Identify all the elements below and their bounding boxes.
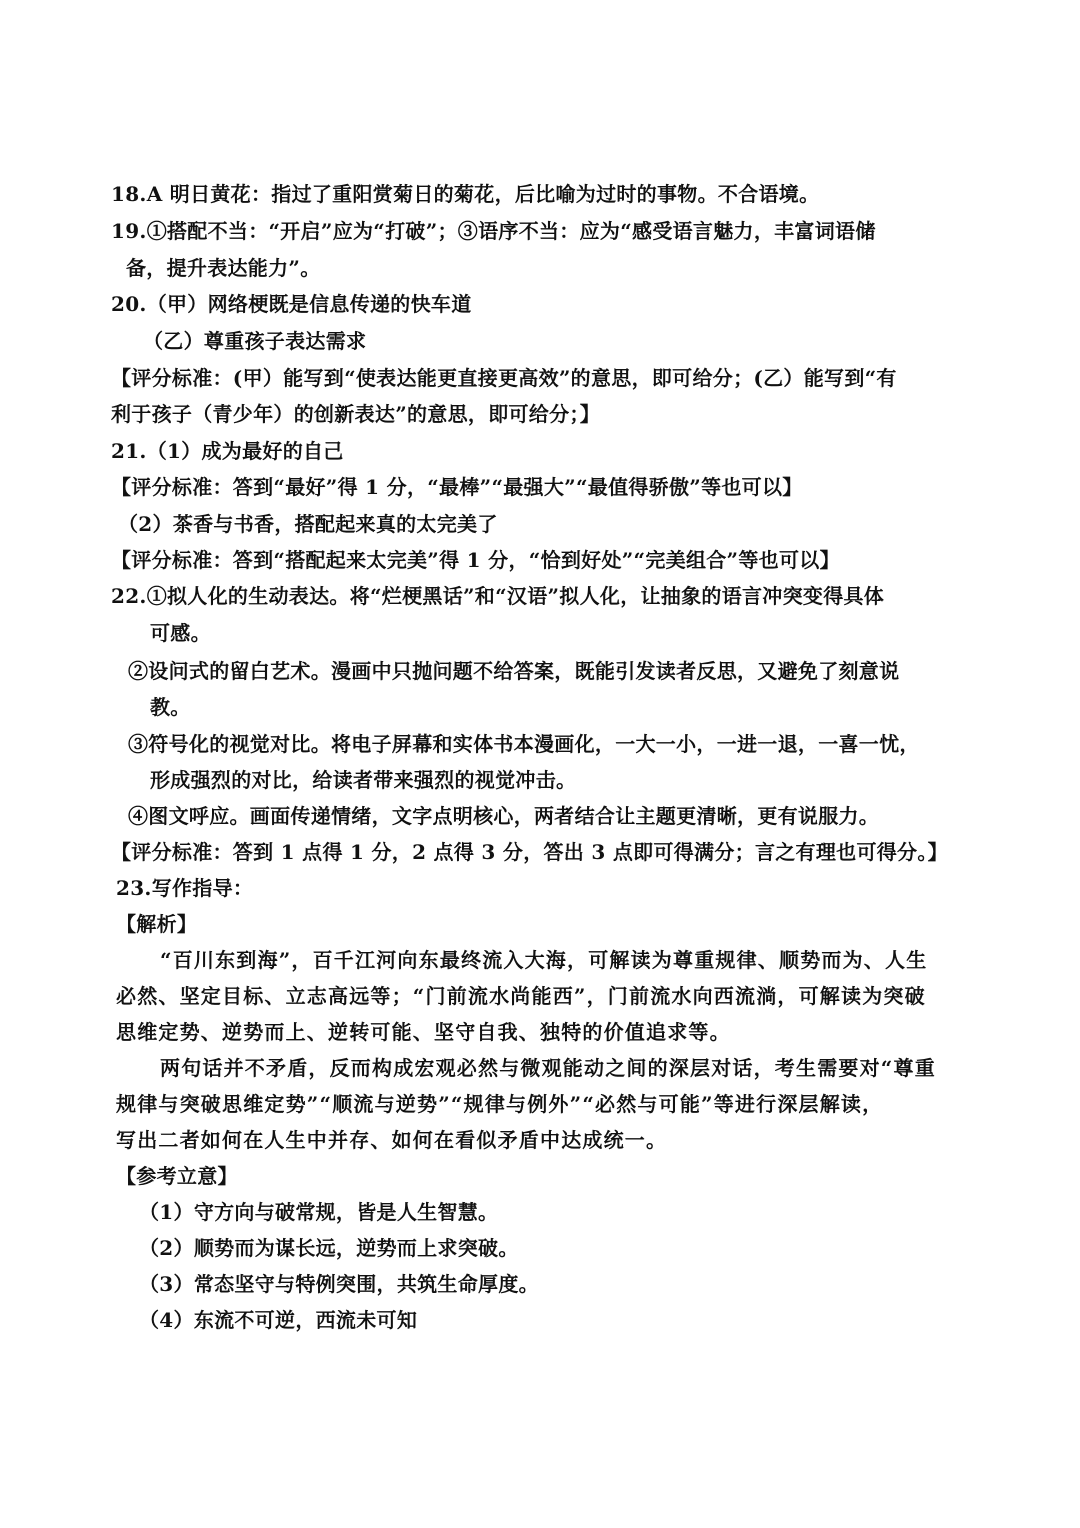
q22-point2-line1: ②设问式的留白艺术。漫画中只抛问题不给答案，既能引发读者反思，又避免了刻意说 — [128, 659, 900, 683]
q21-criteria1: 【评分标准：答到“最好”得 1 分，“最棒”“最强大”“最值得骄傲”等也可以】 — [111, 475, 803, 499]
q23-idea-3: （3）常态坚守与特例突围，共筑生命厚度。 — [139, 1272, 539, 1296]
q23-para1-line1: “百川东到海”，百千江河向东最终流入大海，可解读为尊重规律、顺势而为、人生 — [160, 948, 928, 972]
q23-para2-line2: 规律与突破思维定势”“顺流与逆势”“规律与例外”“必然与可能”等进行深层解读， — [116, 1092, 884, 1116]
q23-analysis-heading: 【解析】 — [116, 912, 198, 936]
q21-answer-part2: （2）茶香与书香，搭配起来真的太完美了 — [118, 512, 498, 536]
q21-criteria2: 【评分标准：答到“搭配起来太完美”得 1 分，“恰到好处”“完美组合”等也可以】 — [111, 548, 840, 572]
q22-point3-line1: ③符号化的视觉对比。将电子屏幕和实体书本漫画化，一大一小，一进一退，一喜一忧， — [128, 732, 920, 756]
q19-answer-line2: 备，提升表达能力”。 — [126, 256, 321, 280]
q23-para2-line1: 两句话并不矛盾，反而构成宏观必然与微观能动之间的深层对话，考生需要对“尊重 — [160, 1056, 936, 1080]
q23-idea-2: （2）顺势而为谋长远，逆势而上求突破。 — [139, 1236, 519, 1260]
q22-point1-line2: 可感。 — [150, 621, 211, 645]
q19-answer-line1: 19.①搭配不当：“开启”应为“打破”；③语序不当：应为“感受语言魅力，丰富词语储 — [111, 219, 876, 243]
q22-point1-line1: 22.①拟人化的生动表达。将“烂梗黑话”和“汉语”拟人化，让抽象的语言冲突变得具体 — [111, 584, 885, 608]
q23-idea-1: （1）守方向与破常规，皆是人生智慧。 — [139, 1200, 499, 1224]
q22-criteria: 【评分标准：答到 1 点得 1 分，2 点得 3 分，答出 3 点即可得满分；言之有理也可得分。】 — [111, 840, 948, 864]
q22-point3-line2: 形成强烈的对比，给读者带来强烈的视觉冲击。 — [150, 768, 577, 792]
q21-answer-part1: 21.（1）成为最好的自己 — [111, 439, 344, 463]
q23-para1-line2: 必然、坚定目标、立志高远等；“门前流水尚能西”，门前流水向西流淌，可解读为突破 — [116, 984, 926, 1008]
q20-criteria-line1: 【评分标准：(甲）能写到“使表达能更直接更高效”的意思，即可给分；(乙）能写到“有 — [111, 366, 897, 390]
q23-idea-4: （4）东流不可逆，西流未可知 — [139, 1308, 418, 1332]
q18-answer: 18.A 明日黄花：指过了重阳赏菊日的菊花，后比喻为过时的事物。不合语境。 — [111, 182, 820, 206]
q20-criteria-line2: 利于孩子（青少年）的创新表达”的意思，即可给分；】 — [111, 402, 601, 426]
q20-answer-yi: （乙）尊重孩子表达需求 — [143, 329, 367, 353]
q23-title: 23.写作指导： — [116, 876, 254, 900]
q20-answer-jia: 20.（甲）网络梗既是信息传递的快车道 — [111, 292, 472, 316]
q22-point4: ④图文呼应。画面传递情绪，文字点明核心，两者结合让主题更清晰，更有说服力。 — [128, 804, 880, 828]
q23-reference-heading: 【参考立意】 — [116, 1164, 238, 1188]
q22-point2-line2: 教。 — [150, 695, 191, 719]
q23-para2-line3: 写出二者如何在人生中并存、如何在看似矛盾中达成统一。 — [116, 1128, 668, 1152]
q23-para1-line3: 思维定势、逆势而上、逆转可能、坚守自我、独特的价值追求等。 — [116, 1020, 731, 1044]
